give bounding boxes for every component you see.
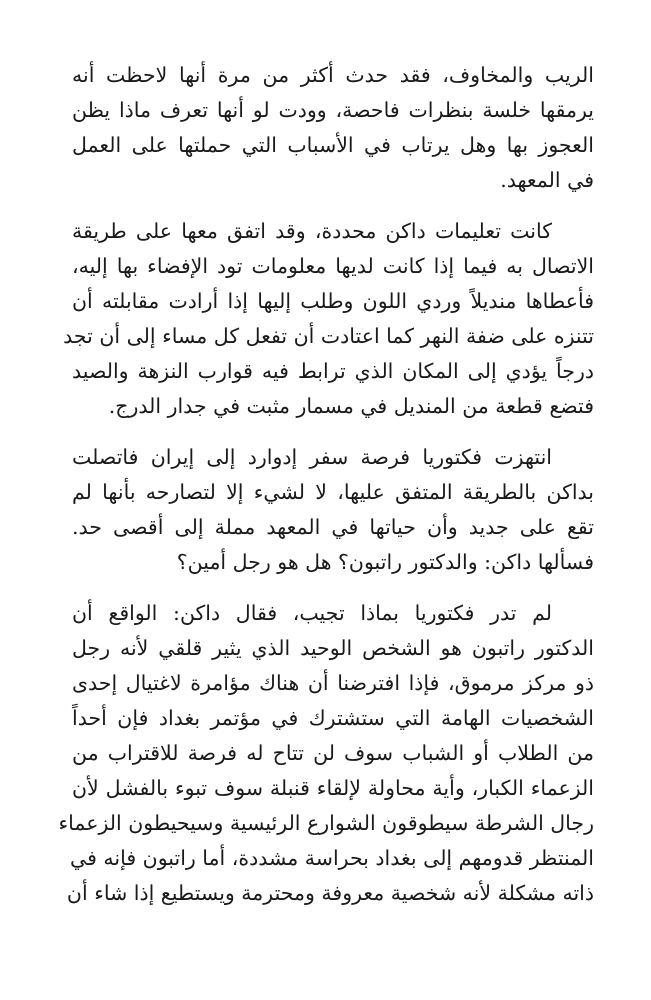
text-line: الاتصال به فيما إذا كانت لديها معلومات تود الإفضاء بها إليه، xyxy=(72,254,594,278)
text-line: الدكتور راتبون هو الشخص الوحيد الذي يثير قلقي لأنه رجل xyxy=(72,636,594,660)
text-line: فأعطاها منديلاً وردي اللون وطلب إليها إذا أرادت مقابلته أن xyxy=(72,289,594,313)
text-line: ذو مركز مرموق، فإذا افترضنا أن هناك مؤامرة لاغتيال إحدى xyxy=(72,671,594,695)
text-line: لم تدر فكتوريا بماذا تجيب، فقال داكن: الواقع أن xyxy=(72,601,552,625)
text-line: كانت تعليمات داكن محددة، وقد اتفق معها على طريقة xyxy=(72,219,552,243)
text-line: الريب والمخاوف، فقد حدث أكثر من مرة أنها لاحظت أنه xyxy=(72,63,594,87)
paragraph-4 xyxy=(58,596,594,911)
text-line: المنتظر قدومهم إلى بغداد بحراسة مشددة، أما راتبون فإنه في xyxy=(70,846,594,870)
text-line: في المعهد. xyxy=(500,168,594,192)
book-page xyxy=(58,58,594,911)
text-line: يرمقها خلسة بنظرات فاحصة، وودت لو أنها تعرف ماذا يظن xyxy=(72,98,594,122)
text-line: ذاته مشكلة لأنه شخصية معروفة ومحترمة ويستطيع إذا شاء أن xyxy=(66,881,594,905)
paragraph-2 xyxy=(63,214,594,424)
text-line: من الطلاب أو الشباب سوف لن تتاح له فرصة للاقتراب من xyxy=(72,741,594,765)
text-line: انتهزت فكتوريا فرصة سفر إدوارد إلى إيران فاتصلت xyxy=(72,445,552,469)
text-line: رجال الشرطة سيطوقون الشوارع الرئيسية وسيحيطون الزعماء xyxy=(58,811,594,835)
paragraph-3 xyxy=(72,440,594,580)
text-line: الشخصيات الهامة التي ستشترك في مؤتمر بغداد فإن أحداً xyxy=(72,706,594,730)
text-line: فتضع قطعة من المنديل في مسمار مثبت في جدار الدرج. xyxy=(108,394,594,418)
text-line: فسألها داكن: والدكتور راتبون؟ هل هو رجل أمين؟ xyxy=(176,550,594,574)
text-line: الزعماء الكبار، وأية محاولة لإلقاء قنبلة سوف تبوء بالفشل لأن xyxy=(72,776,594,800)
text-line: العجوز بها وهل يرتاب في الأسباب التي حملتها على العمل xyxy=(72,133,594,157)
paragraph-1 xyxy=(72,58,594,198)
text-line: درجاً يؤدي إلى المكان الذي ترابط فيه قوارب النزهة والصيد xyxy=(72,359,594,383)
text-line: بداكن بالطريقة المتفق عليها، لا لشيء إلا لتصارحه بأنها لم xyxy=(72,480,594,504)
text-line: تتنزه على ضفة النهر كما اعتادت أن تفعل كل مساء إلى أن تجد xyxy=(63,324,594,348)
text-line: تقع على جديد وأن حياتها في المعهد مملة إلى أقصى حد. xyxy=(72,515,594,539)
